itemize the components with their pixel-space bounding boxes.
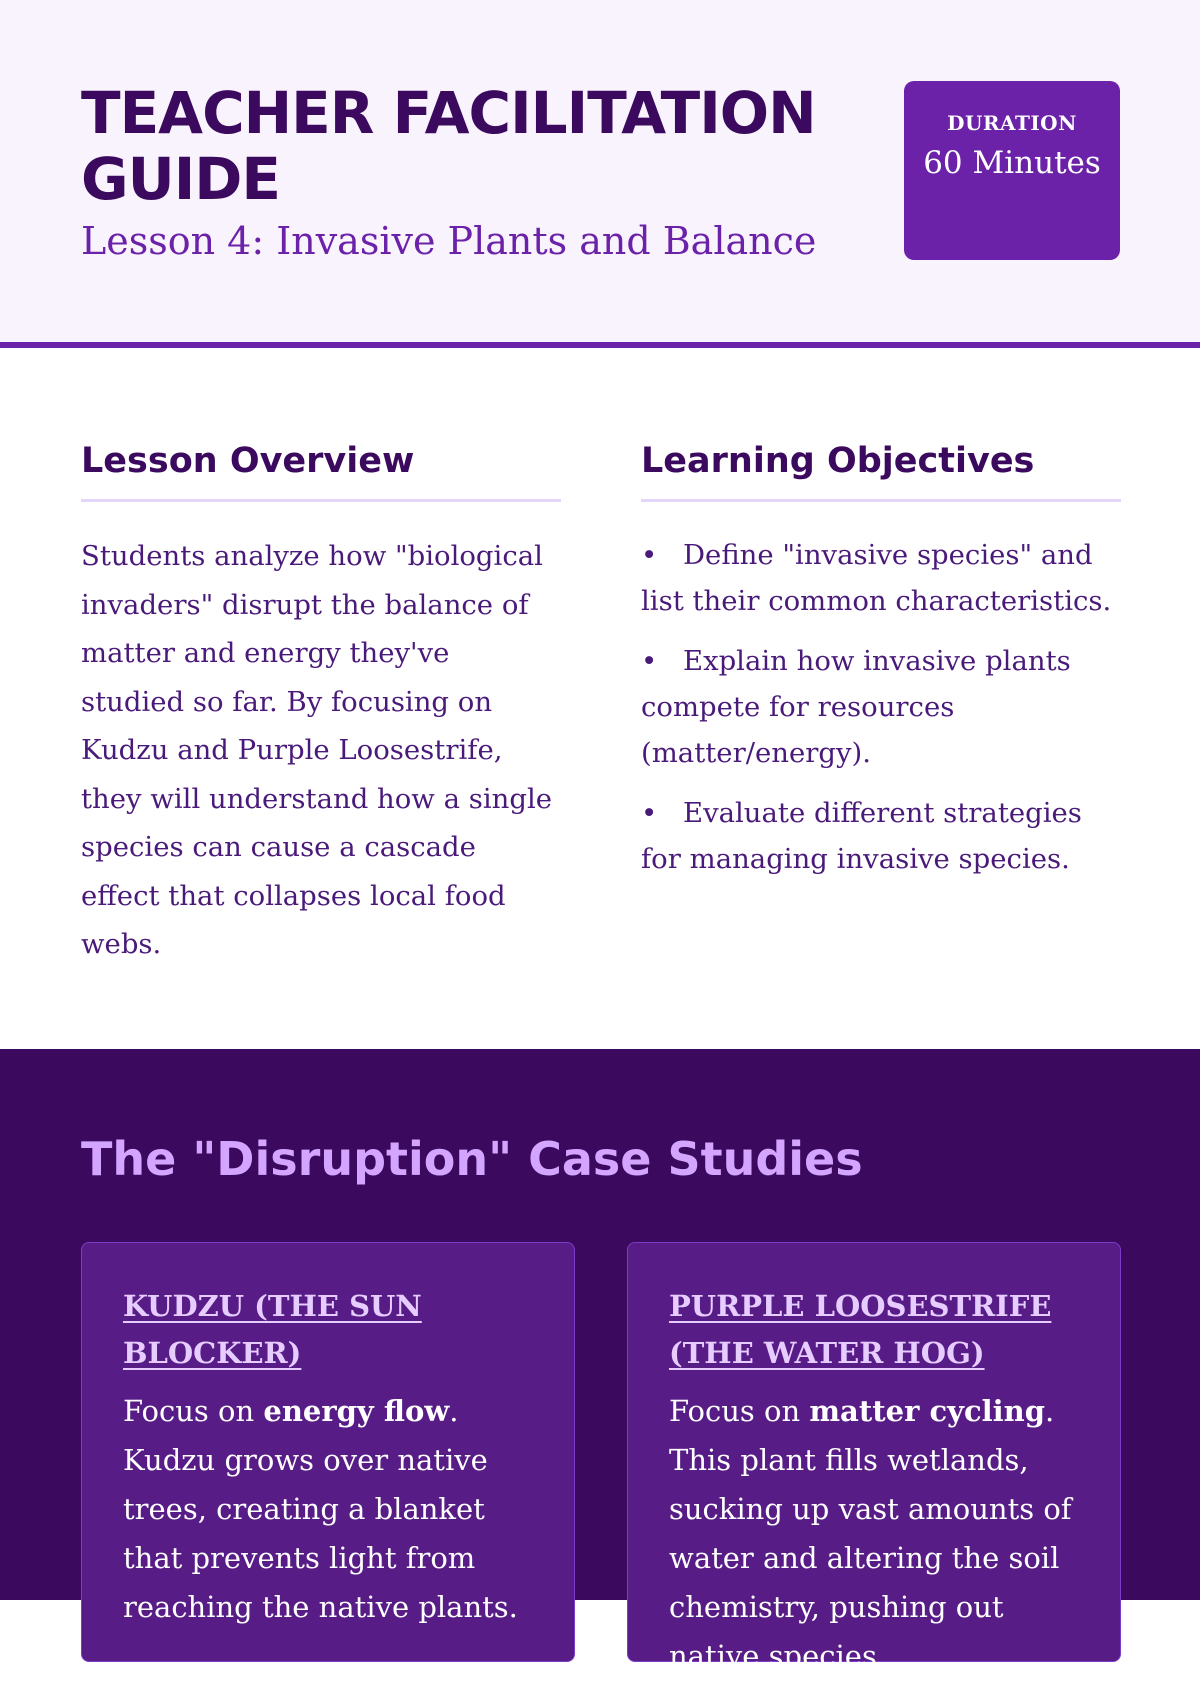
case-card-body: Kudzu grows over native trees, creating a blanket that prevents light from reaching the native plants. (123, 1443, 518, 1624)
objective-item (641, 532, 1121, 624)
case-card-body: This plant fills wetlands, sucking up vast amounts of water and altering the soil chemistry, pushing out native species. (669, 1443, 1072, 1673)
bullet-icon: • (641, 539, 658, 571)
objective-text: Explain how invasive plants compete for resources (matter/energy). (641, 645, 1071, 769)
case-card-title: KUDZU (THE SUN BLOCKER) (123, 1289, 422, 1370)
bullet-icon: • (641, 797, 658, 829)
lesson-subtitle: Lesson 4: Invasive Plants and Balance (81, 219, 817, 263)
lesson-overview-text: Students analyze how "biological invaders" disrupt the balance of matter and energy they've studied so far. By focusing on Kudzu and Purple Loosestrife, they will understand how a single species can cause a cascade effect that collapses local food webs. (81, 540, 553, 960)
case-studies-heading: The "Disruption" Case Studies (81, 1132, 863, 1186)
case-card-emphasis: energy flow (263, 1394, 450, 1428)
case-card-lead-end: . (449, 1394, 459, 1428)
page-header (0, 0, 1200, 348)
case-card-loosestrife (627, 1242, 1121, 1673)
case-card-title: PURPLE LOOSESTRIFE (THE WATER HOG) (669, 1289, 1052, 1370)
case-studies-section (0, 1049, 1200, 1673)
objective-text: Evaluate different strategies for managing invasive species. (641, 797, 1082, 875)
case-card-emphasis: matter cycling (809, 1394, 1046, 1428)
duration-badge (904, 81, 1120, 260)
objective-item (641, 638, 1121, 776)
page-title: TEACHER FACILITATION GUIDE (81, 79, 816, 213)
case-card-text (669, 1387, 1080, 1681)
bullet-icon: • (641, 645, 658, 677)
learning-objectives-heading: Learning Objectives (641, 438, 1121, 502)
case-card-kudzu (81, 1242, 575, 1662)
case-card-lead-end: . (1045, 1394, 1055, 1428)
case-card-text (123, 1387, 534, 1632)
objective-text: Define "invasive species" and list their common characteristics. (641, 539, 1112, 617)
objectives-list (641, 532, 1121, 882)
duration-label: DURATION (947, 111, 1077, 135)
duration-value: 60 Minutes (923, 145, 1101, 181)
objective-item (641, 790, 1121, 882)
lesson-overview (81, 438, 561, 969)
overview-section (0, 348, 1200, 1049)
case-card-lead: Focus on (123, 1394, 264, 1428)
learning-objectives (641, 438, 1121, 896)
case-card-lead: Focus on (669, 1394, 810, 1428)
lesson-overview-heading: Lesson Overview (81, 438, 561, 502)
